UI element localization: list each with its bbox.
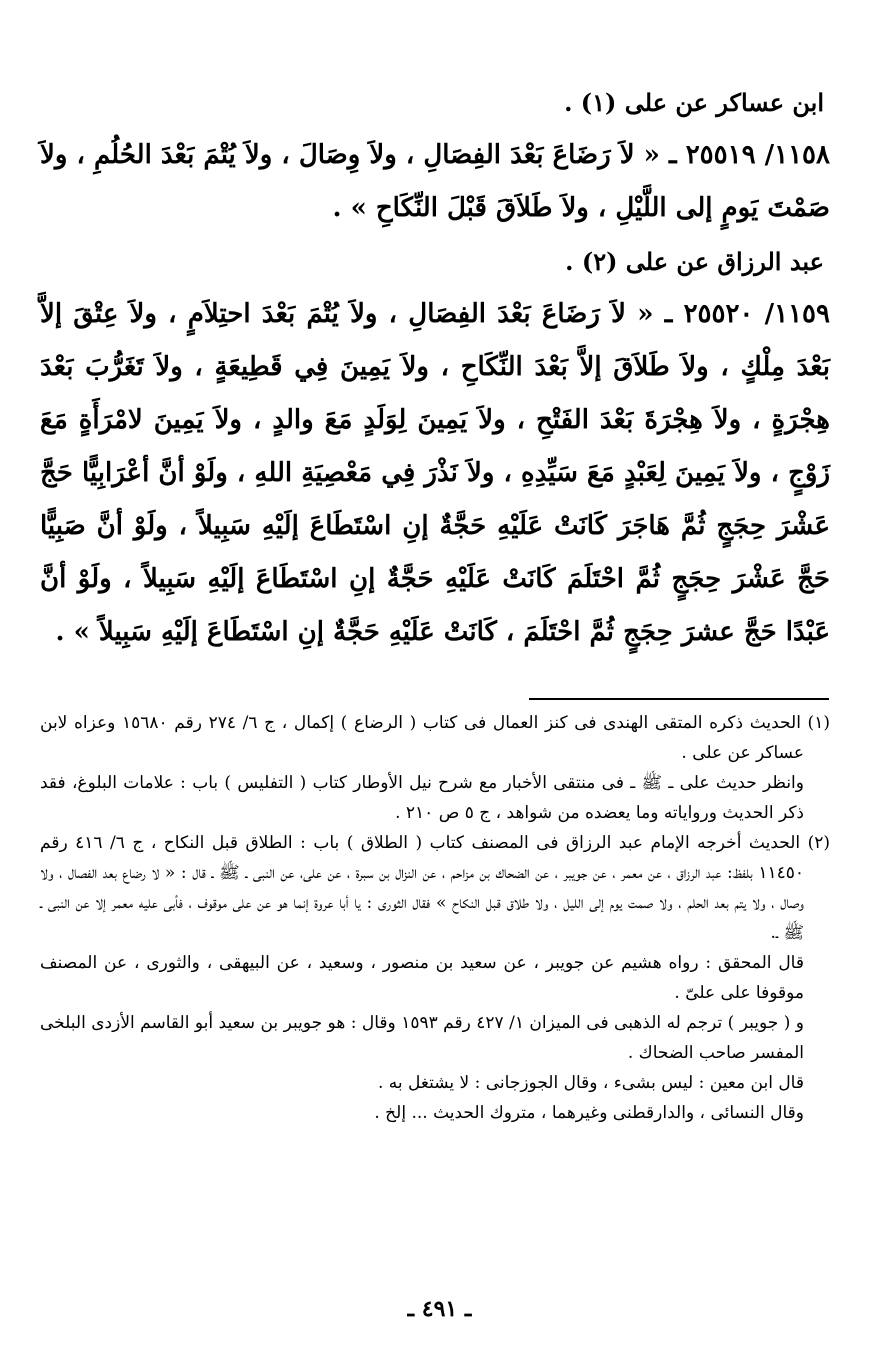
source-citation-2: عبد الرزاق عن على (٢) . — [565, 247, 824, 276]
source-citation-1: ابن عساكر عن على (١) . — [564, 88, 824, 117]
footnote-2-juwaybir: و ( جويبر ) ترجم له الذهبى فى الميزان ١/ ٤٢٧ رقم ١٥٩٣ وقال : هو جويبر بن سعيد أبو القاسم الأزدى البلخى المفسر صاحب الضحاك . — [40, 1013, 804, 1063]
hadith-1158: ١١٥٨/ ٢٥٥١٩ ـ « لاَ رَضَاعَ بَعْدَ الفِصَالِ ، ولاَ وِصَالَ ، ولاَ يُتْمَ بَعْدَ الحُلُمِ ، ولاَ صَمْتَ يَومٍ إلى اللَّيْلِ ، ولاَ طَلاَقَ قَبْلَ النِّكَاحِ » . — [40, 140, 830, 223]
footnote-divider — [529, 698, 829, 700]
footnote-1: (١) الحديث ذكره المتقى الهندى فى كنز العمال فى كتاب ( الرضاع ) إكمال ، ج ٦/ ٢٧٤ رقم ١٥٦٨٠ وعزاه لابن عساكر عن على . — [40, 713, 830, 763]
footnote-2-investigator: قال المحقق : رواه هشيم عن جويبر ، عن سعيد بن منصور ، وسعيد ، عن البيهقى ، والثورى ، عن المصنف موقوفا على علىّ . — [40, 953, 804, 1003]
hadith-1159: ١١٥٩/ ٢٥٥٢٠ ـ « لاَ رَضَاعَ بَعْدَ الفِصَالِ ، ولاَ يُتْمَ بَعْدَ احتِلاَمٍ ، ولاَ عِتْقَ إلاَّ بَعْدَ مِلْكٍ ، ولاَ طَلاَقَ إلاَّ بَعْدَ النِّكَاحِ ، ولاَ يَمِينَ فِي قَطِيعَةٍ ، ولاَ تَغَرُّبَ بَعْدَ هِجْرَةٍ ، ولاَ هِجْرَةَ بَعْدَ الفَتْحِ ، ولاَ يَمِينَ لِوَلَدٍ مَعَ والدٍ ، ولاَ يَمِينَ لامْرَأَةٍ مَعَ زَوْجٍ ، ولاَ يَمِينَ لِعَبْدٍ مَعَ سَيِّدِهِ ، ولاَ نَذْرَ فِي مَعْصِيَةِ اللهِ ، ولَوْ أنَّ أعْرَابِيًّا حَجَّ عَشْرَ حِجَجٍ ثُمَّ هَاجَرَ كَانَتْ عَلَيْهِ حَجَّةٌ إنِ اسْتَطَاعَ إلَيْهِ سَبِيلاً ، ولَوْ أنَّ صَبِيًّا حَجَّ عَشْرَ حِجَجٍ ثُمَّ احْتَلَمَ كَانَتْ عَلَيْهِ حَجَّةٌ إنِ اسْتَطَاعَ إلَيْهِ سَبِيلاً ، ولَوْ أنَّ عَبْدًا حَجَّ عشرَ حِجَجٍ ثُمَّ احْتَلَمَ ، كَانَتْ عَلَيْهِ حَجَّةٌ إنِ اسْتَطَاعَ إلَيْهِ سَبِيلاً » . — [40, 299, 830, 647]
footnote-2-nasai: وقال النسائى ، والدارقطنى وغيرهما ، متروك الحديث ... إلخ . — [374, 1103, 804, 1123]
page-number: ـ ٤٩١ ـ — [407, 1296, 472, 1322]
footnotes — [40, 708, 830, 1128]
footnote-2: (٢) الحديث أخرجه الإمام عبد الرزاق فى المصنف كتاب ( الطلاق ) باب : الطلاق قبل النكاح ، ج ٦/ ٤١٦ رقم ١١٤٥٠ بلفظ: عبد الرزاق ، عن معمر ، عن جويبر ، عن الضحاك بن مزاحم ، عن النزال بن سبرة ، عن على، عن النبى ـ ﷺ ـ قال : « لا رضاع بعد الفصال ، ولا وصال ، ولا يتم بعد الحلم ، ولا صمت يوم إلى الليل ، ولا طلاق قبل النكاح » فقال الثورى : يا أبا عروة إنما هو عن على موقوف ، فأبى عليه معمر إلا عن النبى ـ ﷺ ـ. — [40, 833, 831, 943]
main-text — [40, 76, 830, 659]
footnote-1-continuation: وانظر حديث على ـ ﷺ ـ فى منتقى الأخبار مع شرح نيل الأوطار كتاب ( التفليس ) باب : علامات البلوغ، فقد ذكر الحديث ورواياته وما يعضده من شواهد ، ج ٥ ص ٢١٠ . — [40, 773, 804, 823]
footnote-2-ibn-main: قال ابن معين : ليس بشىء ، وقال الجوزجانى : لا يشتغل به . — [377, 1073, 804, 1093]
